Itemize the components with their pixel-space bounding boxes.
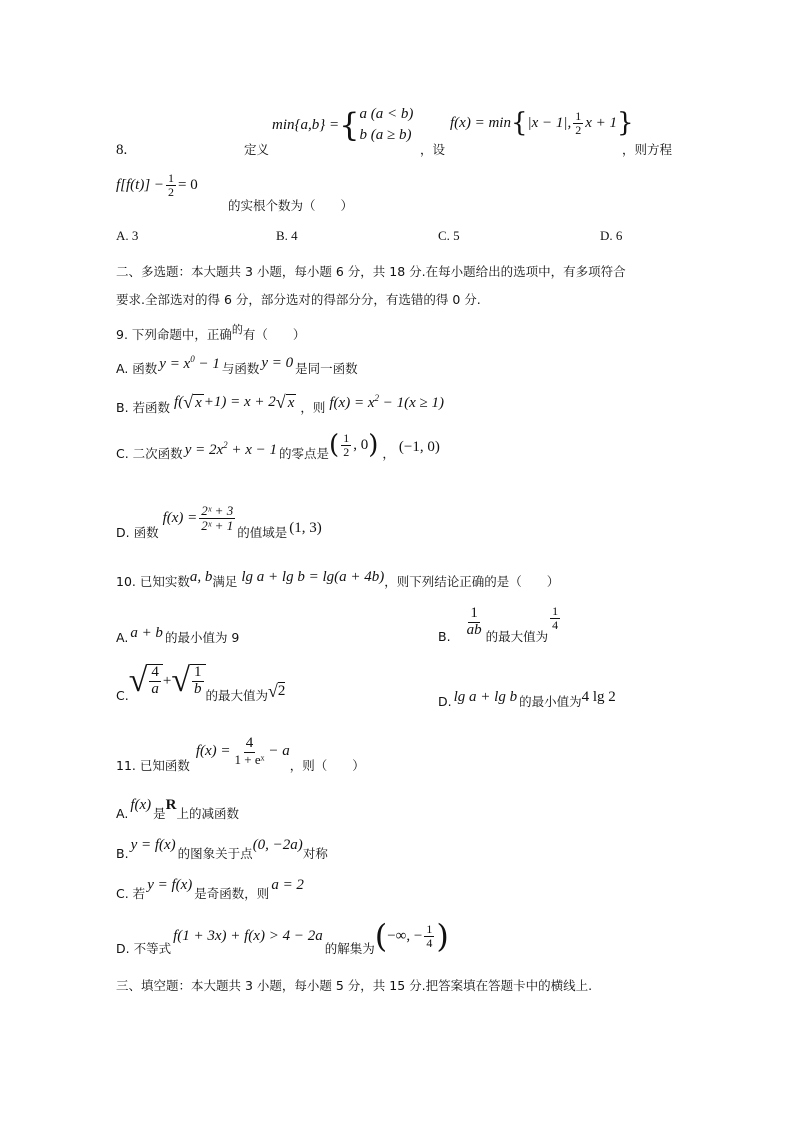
q8-let-word: ，设 [420,142,446,157]
min-case-2: b (a ≥ b) [359,127,412,143]
q10-option-a: A. a + b 的最小值为 9 [116,624,240,645]
q10-option-c: C. √ $\frac{4}{a}$ + √ $\frac{1}{b}$ 的最大值为 √ 2 [116,662,286,703]
sqrt-x-2: √ x [275,392,295,412]
q9-option-d: D. 函数 f(x) = $\frac{\text{2ˣ + 3}}{\text{2ˣ + 1}}$ 的值域是 (1, 3) [116,503,322,541]
section2-line1: 二、多选题：本大题共 3 小题，每小题 6 分，共 18 分.在每小题给出的选项中，有多项符合 [116,264,626,279]
eq-lhs: f[f(t)] − [116,176,165,193]
q9-option-c: C. 二次函数 $y = 2x^2 + x - 1$ 的零点是 ( $\frac{1}{2}$ , 0 ) ， (−1, 0) [116,430,440,462]
min-case-1: a (a < b) [359,106,414,122]
section3-line1: 三、填空题：本大题共 3 小题，每小题 5 分，共 15 分.把答案填在答题卡中的横线上. [116,978,593,993]
q8-then-equation: ，则方程 [622,142,673,157]
q11-option-d: D. 不等式 f(1 + 3x) + f(x) > 4 − 2a 的解集为 ( −∞, − $\frac{1}{4}$ ) [116,917,449,956]
sqrt-x: √ x [183,392,202,412]
left-brace: { [339,106,360,144]
q8-min-definition [272,104,413,146]
q11-stem: 11. 已知函数 f(x) = $\frac{4}{\text{1 + eˣ}}$ − a ，则（ ） [116,735,365,774]
q11-option-a: A. f(x) 是 R 上的减函数 [116,796,240,821]
q8-option-d: D. 6 [600,228,623,243]
q10-option-d: D. lg a + lg b 的最小值为 4 lg 2 [438,688,616,709]
q8-option-b: B. 4 [276,228,298,243]
q8-define-word: 定义 [244,142,270,157]
abs-term: |x − 1|, [527,114,572,131]
f-def-lhs: f(x) = min [450,114,511,131]
q11-option-c: C. 若 y = f(x) 是奇函数，则 a = 2 [116,876,304,901]
q8-option-a: A. 3 [116,228,139,243]
q8-equation [116,172,198,198]
brace-close: } [617,108,634,139]
eq-rhs: = 0 [178,176,198,193]
q8-option-c: C. 5 [438,228,460,243]
q10-option-b: B. $\frac{1}{ab}$ 的最大值为 $\frac{1}{4}$ [438,604,559,645]
q8-tail: 的实根个数为（ ） [228,198,354,213]
min-lhs: min{a,b} = [272,116,340,133]
eq-half: $\frac{1}{2}$ [168,171,175,199]
section2-line2: 要求.全部选对的得 6 分，部分选对的得部分分，有选错的得 0 分. [116,292,481,307]
q9-option-b: B. 若函数 f( √ x +1) = x + 2 √ x ，则 $f(x) = x^2 - 1(x \ge 1)$ [116,392,444,415]
q8-f-definition [450,108,634,139]
q9-stem: 9. 下列命题中，正确的有（ ） [116,323,306,342]
brace-open: { [510,108,528,139]
q8-number: 8. [116,142,128,158]
q11-option-b: B. y = f(x) 的图象关于点 (0, −2a) 对称 [116,836,328,861]
linear-tail: x + 1 [585,114,618,131]
q10-stem: 10. 已知实数 a, b 满足 lg a + lg b = lg(a + 4b) ，则下列结论正确的是（ ） [116,568,560,589]
half-fraction: $\frac{1}{2}$ [575,109,582,137]
q9-option-a: A. 函数 $y = x^0 - 1$ 与函数 y = 0 是同一函数 [116,354,358,376]
